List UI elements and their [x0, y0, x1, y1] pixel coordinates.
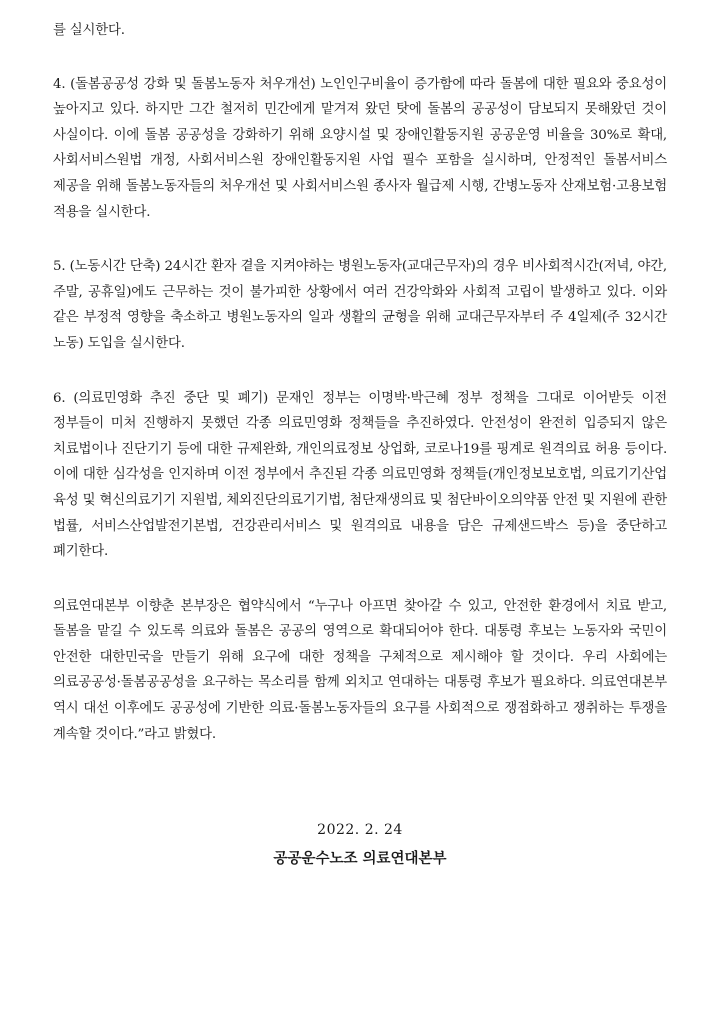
paragraph-item-5-working-hours: 5. (노동시간 단축) 24시간 환자 곁을 지켜야하는 병원노동자(교대근무자)의 경우 비사회적시간(저녁, 야간, 주말, 공휴일)에도 근무하는 것이 불가피한 상황에서 여러 건강악화와 사회적 고립이 발생하고 있다. 이와 같은 부정적 영향을 축소하고 병원노동자의 일과 생활의 균형을 위해 교대근무자부터 주 4일제(주 32시간 노동) 도입을 실시한다. — [53, 259, 667, 351]
paragraph-item-4-care-publicness: 4. (돌봄공공성 강화 및 돌봄노동자 처우개선) 노인인구비율이 증가함에 따라 돌봄에 대한 필요와 중요성이 높아지고 있다. 하지만 그간 철저히 민간에게 맡겨져 왔던 탓에 돌봄의 공공성이 담보되지 못해왔던 것이 사실이다. 이에 돌봄 공공성을 강화하기 위해 요양시설 및 장애인활동지원 공공운영 비율을 30%로 확대, 사회서비스원법 개정, 사회서비스원 장애인활동지원 사업 필수 포함을 실시하며, 안정적인 돌봄서비스 제공을 위해 돌봄노동자들의 처우개선 및 사회서비스원 종사자 월급제 시행, 간병노동자 산재보험·고용보험 적용을 실시한다. — [53, 76, 667, 220]
paragraph-continuation: 를 실시한다. — [53, 23, 125, 38]
paragraph-quote-statement: 의료연대본부 이향춘 본부장은 협약식에서 “누구나 아프면 찾아갈 수 있고, 안전한 환경에서 치료 받고, 돌봄을 맡길 수 있도록 의료와 돌봄은 공공의 영역으로 확대되어야 한다. 대통령 후보는 노동자와 국민이 안전한 대한민국을 만들기 위해 요구에 대한 정책을 구체적으로 제시해야 할 것이다. 우리 사회에는 의료공공성·돌봄공공성을 요구하는 목소리를 함께 외치고 연대하는 대통령 후보가 필요하다. 의료연대본부 역시 대선 이후에도 공공성에 기반한 의료·돌봄노동자들의 요구를 사회적으로 쟁점화하고 쟁취하는 투쟁을 계속할 것이다.”라고 밝혔다. — [53, 598, 667, 742]
issue-date: 2022. 2. 24 — [317, 822, 403, 838]
document-footer — [0, 820, 720, 870]
document-body — [53, 18, 667, 776]
paragraph-item-6-privatization: 6. (의료민영화 추진 중단 및 폐기) 문재인 정부는 이명박·박근혜 정부 정책을 그대로 이어받듯 이전 정부들이 미처 진행하지 못했던 각종 의료민영화 정책들을 추진하였다. 안전성이 완전히 입증되지 않은 치료법이나 진단기기 등에 대한 규제완화, 개인의료정보 상업화, 코로나19를 핑계로 원격의료 허용 등이다. 이에 대한 심각성을 인지하며 이전 정부에서 추진된 각종 의료민영화 정책들(개인정보보호법, 의료기기산업 육성 및 혁신의료기기 지원법, 체외진단의료기기법, 첨단재생의료 및 첨단바이오의약품 안전 및 지원에 관한 법률, 서비스산업발전기본법, 건강관리서비스 및 원격의료 내용을 담은 규제샌드박스 등)을 중단하고 폐기한다. — [53, 390, 667, 560]
issuing-organization: 공공운수노조 의료연대본부 — [273, 850, 447, 867]
